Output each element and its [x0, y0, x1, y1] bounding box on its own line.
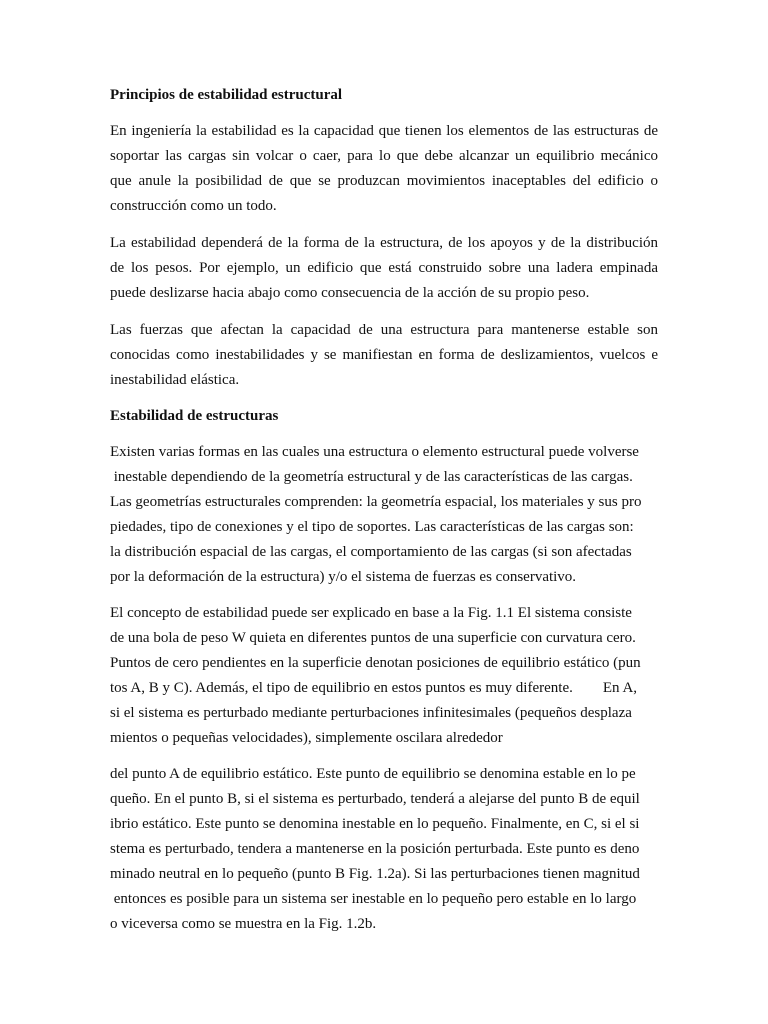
paragraph-line: la distribución espacial de las cargas, el comportamiento de las cargas (si son afectadas — [110, 544, 632, 560]
paragraph-line: stema es perturbado, tendera a mantenerse en la posición perturbada. Este punto es deno — [110, 841, 640, 857]
paragraph-line: El concepto de estabilidad puede ser explicado en base a la Fig. 1.1 El sistema consiste — [110, 605, 632, 621]
paragraph-line: inestabilidad elástica. — [110, 372, 240, 388]
paragraph-line: ibrio estático. Este punto se denomina inestable en lo pequeño. Finalmente, en C, si el si — [110, 816, 640, 832]
paragraph-line: Las geometrías estructurales comprenden: la geometría espacial, los materiales y sus pro — [110, 494, 642, 510]
paragraph-line: Puntos de cero pendientes en la superficie denotan posiciones de equilibrio estático (pun — [110, 655, 641, 671]
paragraph-line: por la deformación de la estructura) y/o el sistema de fuerzas es conservativo. — [110, 569, 577, 585]
paragraph-line: construcción como un todo. — [110, 198, 277, 214]
paragraph-line: si el sistema es perturbado mediante perturbaciones infinitesimales (pequeños desplaza — [110, 705, 632, 721]
paragraph-line: de una bola de peso W quieta en diferentes puntos de una superficie con curvatura cero. — [110, 630, 636, 646]
paragraph-line: piedades, tipo de conexiones y el tipo de soportes. Las características de las cargas son: — [110, 519, 634, 535]
section-heading: Estabilidad de estructuras — [110, 408, 279, 424]
paragraph-line: que anule la posibilidad de que se produzcan movimientos inaceptables del edificio o — [110, 173, 658, 189]
paragraph-line: mientos o pequeñas velocidades), simplemente oscilara alrededor — [110, 730, 503, 746]
paragraph-line: de los pesos. Por ejemplo, un edificio que está construido sobre una ladera empinada — [110, 260, 658, 276]
paragraph-line: minado neutral en lo pequeño (punto B Fig. 1.2a). Si las perturbaciones tienen magnitud — [110, 866, 640, 882]
paragraph-line: inestable dependiendo de la geometría estructural y de las características de las cargas. — [110, 469, 633, 485]
paragraph-line: tos A, B y C). Además, el tipo de equilibrio en estos puntos es muy diferente. En A, — [110, 680, 638, 696]
paragraph-line: En ingeniería la estabilidad es la capacidad que tienen los elementos de las estructuras de — [110, 123, 658, 139]
section-heading: Principios de estabilidad estructural — [110, 87, 343, 103]
paragraph-line: puede deslizarse hacia abajo como consecuencia de la acción de su propio peso. — [110, 285, 590, 301]
paragraph-line: Existen varias formas en las cuales una estructura o elemento estructural puede volverse — [110, 444, 639, 460]
paragraph-line: o viceversa como se muestra en la Fig. 1.2b. — [110, 916, 377, 932]
paragraph-line: soportar las cargas sin volcar o caer, para lo que debe alcanzar un equilibrio mecánico — [110, 148, 658, 164]
paragraph-line: queño. En el punto B, si el sistema es perturbado, tenderá a alejarse del punto B de equil — [110, 791, 640, 807]
paragraph-line: La estabilidad dependerá de la forma de la estructura, de los apoyos y de la distribución — [110, 235, 658, 251]
paragraph-line: conocidas como inestabilidades y se manifiestan en forma de deslizamientos, vuelcos e — [110, 347, 658, 363]
paragraph-line: del punto A de equilibrio estático. Este punto de equilibrio se denomina estable en lo pe — [110, 766, 636, 782]
paragraph-line: Las fuerzas que afectan la capacidad de una estructura para mantenerse estable son — [110, 322, 658, 338]
paragraph-line: entonces es posible para un sistema ser inestable en lo pequeño pero estable en lo largo — [110, 891, 637, 907]
